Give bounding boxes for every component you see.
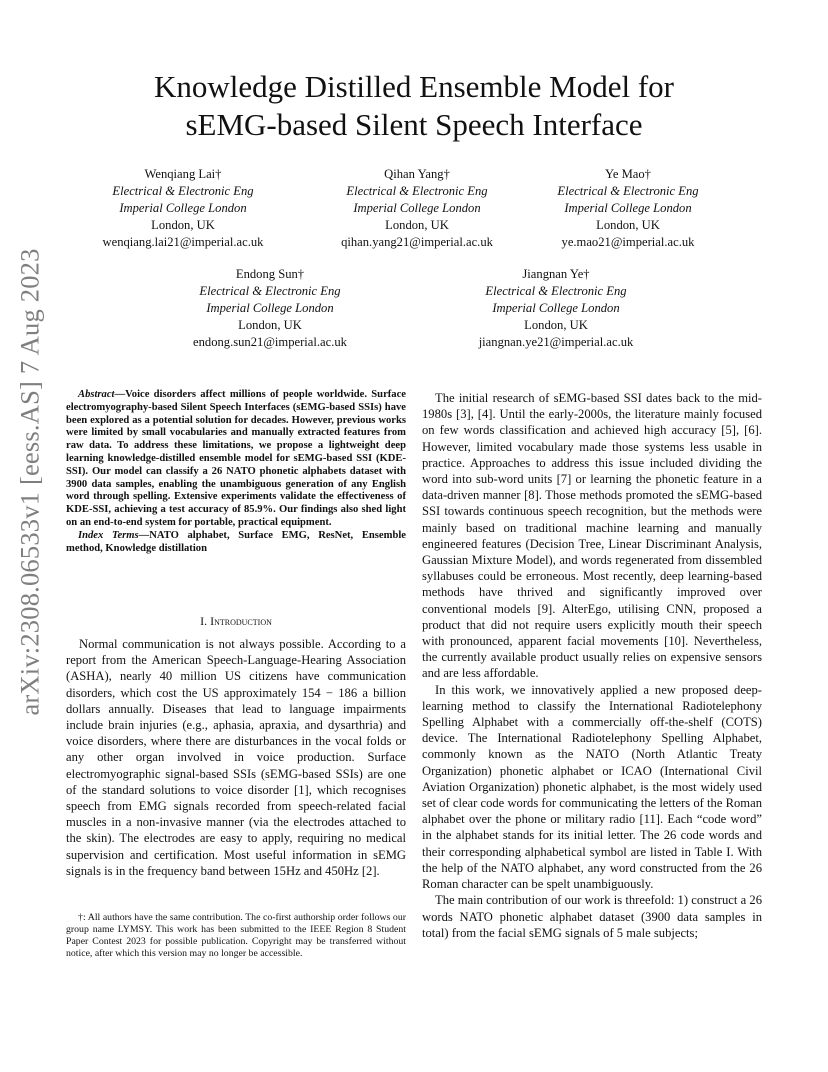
author-dept: Electrical & Electronic Eng (485, 284, 627, 298)
title-line-1: Knowledge Distilled Ensemble Model for (153, 69, 674, 104)
author-location: London, UK (151, 218, 215, 232)
paper-title (90, 68, 738, 144)
author-dept: Electrical & Electronic Eng (112, 184, 254, 198)
author-name: Ye Mao† (605, 167, 651, 181)
author-location: London, UK (524, 318, 588, 332)
author-inst: Imperial College London (492, 301, 620, 315)
index-terms-paragraph (66, 530, 406, 556)
author-inst: Imperial College London (119, 201, 247, 215)
author-dept: Electrical & Electronic Eng (199, 284, 341, 298)
right-paragraph-2: In this work, we innovatively applied a new proposed deep-learning method to classify the International Radiotelephony Spelling Alphabet with a commercially off-the-shelf (COTS) device. The International Radiotelephony Spelling Alphabet, commonly known as the NATO (North Atlantic Treaty Organization) phonetic alphabet or ICAO (International Civil Aviation Organization) phonetic alphabet, is the most widely used set of clear code words for communicating the letters of the Roman alphabet over the phone or military radio [11]. Each “code word” in the alphabet stands for its initial letter. The 26 code words and their corresponding alphabetical symbol are listed in Table I. With the help of the NATO alphabet, any word constructed from the 26 Roman character can be spelt unambiguously. (422, 682, 762, 892)
author-inst: Imperial College London (564, 201, 692, 215)
body-column-right (422, 390, 762, 941)
author-block-3 (513, 166, 743, 251)
arxiv-id-text: arXiv:2308.06533v1 [eess.AS] 7 Aug 2023 (14, 248, 45, 716)
author-inst: Imperial College London (353, 201, 481, 215)
intro-column-left (66, 636, 406, 879)
author-block-2 (302, 166, 532, 251)
author-email: ye.mao21@imperial.ac.uk (561, 235, 695, 249)
index-terms-text: —NATO alphabet, Surface EMG, ResNet, Ensemble method, Knowledge distillation (66, 529, 406, 554)
author-email: endong.sun21@imperial.ac.uk (193, 335, 347, 349)
author-dept: Electrical & Electronic Eng (346, 184, 488, 198)
title-line-2: sEMG-based Silent Speech Interface (185, 107, 643, 142)
author-email: wenqiang.lai21@imperial.ac.uk (102, 235, 264, 249)
abstract-label: Abstract (78, 389, 115, 400)
author-email: qihan.yang21@imperial.ac.uk (341, 235, 493, 249)
author-inst: Imperial College London (206, 301, 334, 315)
author-block-1 (68, 166, 298, 251)
intro-paragraph-1: Normal communication is not always possible. According to a report from the American Speech-Language-Hearing Association (ASHA), nearly 40 million US citizens have communication disorders, which cost the US approximately 154 − 186 a billion dollars annually. Diseases that lead to language impairments include brain injuries (e.g., aphasia, apraxia, and dysarthria) and voice disorders, where there are disturbances in the vocal folds or any other organ involved in voice production. Surface electromyographic signal-based SSIs (sEMG-based SSIs) are one of the standard solutions to voice disorder [1], which recognises speech from EMG signals recorded from speech-related facial muscles in a non-invasive manner (via the electrodes attached to the skin). The electrodes are easy to apply, requiring no medical supervision and certification. Most useful information in sEMG signals is in the frequency band between 15Hz and 450Hz [2]. (66, 637, 406, 878)
footnote (66, 912, 406, 960)
footnote-text: †: All authors have the same contribution. The co-first authorship order follows our group name LYMSY. This work has been submitted to the IEEE Region 8 Student Paper Contest 2023 for possible publication. Copyright may be transferred without notice, after which this version may no longer be accessible. (66, 912, 406, 959)
abstract-text: —Voice disorders affect millions of people worldwide. Surface electromyography-based Silent Speech Interfaces (sEMG-based SSIs) have been explored as a potential solution for decades. However, previous works were limited by small vocabularies and manually extracted features from raw data. To address these limitations, we propose a lightweight deep learning knowledge-distilled ensemble model for sEMG-based SSI (KDE-SSI). Our model can classify a 26 NATO phonetic alphabets dataset with 3900 data samples, enabling the unambiguous generation of any English word through spelling. Extensive experiments validate the effectiveness of KDE-SSI, achieving a test accuracy of 85.9%. Our findings also shed light on an end-to-end system for portable, practical equipment. (66, 389, 406, 528)
author-email: jiangnan.ye21@imperial.ac.uk (478, 335, 634, 349)
right-paragraph-3: The main contribution of our work is threefold: 1) construct a 26 words NATO phonetic alphabet dataset (3900 data samples in total) from the facial sEMG signals of 5 male subjects; (422, 893, 762, 940)
right-paragraph-1: The initial research of sEMG-based SSI dates back to the mid-1980s [3], [4]. Until the early-2000s, the literature mainly focused on few words classification and achieved high accuracy [5], [6]. However, limited vocabulary made those systems less usable in practice. Approaches to address this issue included dividing the word into sub-word units [7] or learning the phonetic feature in a data-driven manner [8]. Those methods promoted the sEMG-based SSI towards continuous speech recognition, but the methods were mainly based on traditional machine learning and manually engineered features (Decision Tree, Linear Discriminant Analysis, Gaussian Mixture Model), and words regenerated from dissembled syllabuses could be erroneous. Most recently, deep learning-based methods have thrived and significantly improved over conventional models [9]. AlterEgo, utilising CNN, proposed a product that did not require users explicitly mouth their speech with pronounced, apparent facial movements [10]. Nevertheless, the currently available product usually relies on expensive sensors and are less affordable. (422, 391, 762, 681)
index-terms-label: Index Terms (78, 529, 139, 541)
author-dept: Electrical & Electronic Eng (557, 184, 699, 198)
author-block-5 (441, 266, 671, 351)
author-location: London, UK (385, 218, 449, 232)
author-name: Jiangnan Ye† (522, 267, 590, 281)
author-location: London, UK (596, 218, 660, 232)
author-name: Qihan Yang† (384, 167, 450, 181)
section-heading-introduction: I. Introduction (200, 614, 272, 628)
author-name: Wenqiang Lai† (144, 167, 222, 181)
abstract-paragraph (66, 389, 406, 530)
author-block-4 (155, 266, 385, 351)
abstract-block (66, 389, 406, 555)
author-name: Endong Sun† (235, 267, 305, 281)
author-location: London, UK (238, 318, 302, 332)
arxiv-watermark (12, 248, 48, 716)
